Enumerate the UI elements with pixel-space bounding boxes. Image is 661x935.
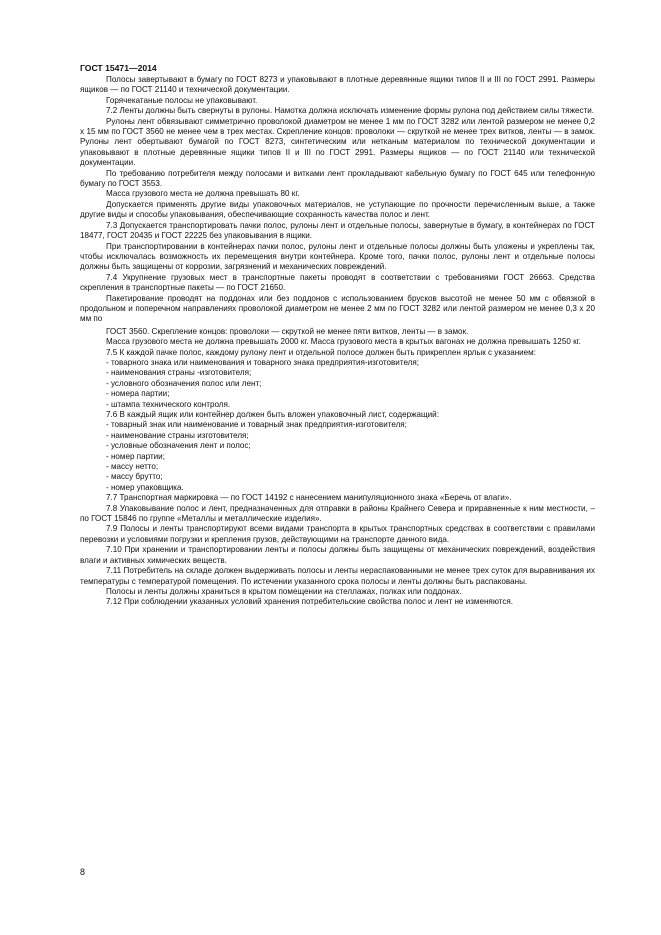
- document-header: ГОСТ 15471—2014: [80, 63, 157, 73]
- paragraph: 7.6 В каждый ящик или контейнер должен быть вложен упаковочный лист, содержащий:: [106, 410, 439, 419]
- paragraph: 7.2 Ленты должны быть свернуты в рулоны. Намотка должна исключать изменение формы рулона под действием силы тяжести.: [106, 106, 595, 116]
- list-item: - товарный знак или наименование и товарный знак предприятия-изготовителя;: [106, 420, 407, 430]
- list-item: - номер партии;: [106, 451, 165, 461]
- paragraph: 7.8 Упаковывание полос и лент, предназначенных для отправки в районы Крайнего Севера и приравненные к ним местности, – по ГОСТ 15846 по группе «Металлы и металлические изделия».: [80, 503, 595, 524]
- paragraph: Полосы и ленты должны храниться в крытом помещении на стеллажах, полках или поддонах.: [106, 586, 462, 596]
- paragraph: 7.12 При соблюдении указанных условий хранения потребительские свойства полос и лент не изменяются.: [106, 597, 514, 607]
- paragraph: Рулоны лент обвязывают симметрично проволокой диаметром не менее 1 мм по ГОСТ 3282 или лентой размером не менее 0,2 х 15 мм по ГОСТ 3560 не менее чем в трех местах. Скрепление концов: проволоки — скруткой не менее трех витков, ленты — в замок. Рулоны лент обертывают бумагой по ГОСТ 8273, синтетическим или нетканым материалом по технической документации и упаковывают в плотные деревянные ящики типов II и III по ГОСТ 2991. Размеры ящиков — по ГОСТ 21140 или технической документации.: [80, 116, 595, 168]
- paragraph: 7.11 Потребитель на складе должен выдерживать полосы и ленты нераспакованными не менее трех суток для выравнивания их температуры с температурой помещения. По истечении указанного срока полосы и ленты должны быть распакованы.: [80, 566, 595, 586]
- paragraph: Пакетирование проводят на поддонах или без поддонов с использованием брусков высотой не менее 50 мм с обвязкой в продольном и поперечном направлениях проволокой диаметром не менее 2 мм по ГОСТ 3282 или лентой размером не менее 0,3 х 20 мм по: [80, 293, 595, 324]
- paragraph: ГОСТ 3560. Скрепление концов: проволоки — скруткой не менее пяти витков, ленты — в замок.: [106, 326, 469, 336]
- document-body: [80, 75, 595, 608]
- paragraph: Масса грузового места не должна превышать 2000 кг. Масса грузового места в крытых вагонах не должна превышать 1250 кг.: [106, 337, 581, 347]
- list-item: - наименования страны -изготовителя;: [106, 368, 252, 378]
- paragraph: При транспортировании в контейнерах пачки полос, рулоны лент и отдельные полосы должны быть уложены и укреплены так, чтобы исключалась возможность их перемещения внутри контейнера. Кроме того, пачки полос, рулоны лент и отдельные полосы должны быть защищены от коррозии, загрязнений и механических повреждений.: [80, 241, 595, 272]
- paragraph: 7.5 К каждой пачке полос, каждому рулону лент и отдельной полосе должен быть прикреплен ярлык с указанием:: [106, 347, 536, 357]
- paragraph: По требованию потребителя между полосами и витками лент прокладывают кабельную бумагу по ГОСТ 645 или телефонную бумагу по ГОСТ 3553.: [80, 168, 595, 189]
- page-number: 8: [80, 867, 86, 877]
- list-item: - условного обозначения полос или лент;: [106, 378, 262, 388]
- paragraph: Масса грузового места не должна превышать 80 кг.: [106, 189, 300, 199]
- paragraph: Допускается применять другие виды упаковочных материалов, не уступающие по прочности перечисленным выше, а также другие виды и способы упаковывания, обеспечивающие сохранность качества полос и лент.: [80, 199, 595, 220]
- list-item: - штампа технического контроля.: [106, 399, 231, 409]
- list-item: - номер упаковщика.: [106, 482, 184, 492]
- paragraph: 7.7 Транспортная маркировка — по ГОСТ 14192 с нанесением манипуляционного знака «Беречь от влаги».: [106, 493, 512, 503]
- paragraph: Полосы завертывают в бумагу по ГОСТ 8273 и упаковывают в плотные деревянные ящики типов II и III по ГОСТ 2991. Размеры ящиков — по ГОСТ 21140 и технической документации.: [80, 75, 595, 95]
- paragraph: 7.3 Допускается транспортировать пачки полос, рулоны лент и отдельные полосы, завернутые в бумагу, в контейнерах по ГОСТ 18477, ГОСТ 20435 и ГОСТ 22225 без упаковывания в ящики.: [80, 220, 595, 241]
- list-item: - товарного знака или наименования и товарного знака предприятия-изготовителя;: [106, 357, 420, 367]
- paragraph: 7.10 При хранении и транспортировании ленты и полосы должны быть защищены от механических повреждений, воздействия влаги и активных химических веществ.: [80, 545, 595, 565]
- list-item: - массу брутто;: [106, 472, 163, 482]
- list-item: - массу нетто;: [106, 462, 159, 472]
- paragraph: 7.4 Укрупнение грузовых мест в транспортные пакеты проводят в соответствии с требованиями ГОСТ 26663. Средства скрепления в транспортные пакеты — по ГОСТ 21650.: [80, 272, 595, 293]
- list-item: - условные обозначения лент и полос;: [106, 441, 251, 451]
- list-item: - наименование страны изготовителя;: [106, 430, 249, 440]
- document-page: [80, 62, 595, 608]
- paragraph: Горячекатаные полосы не упаковывают.: [106, 95, 258, 105]
- paragraph: 7.9 Полосы и ленты транспортируют всеми видами транспорта в крытых транспортных средствах в соответствии с правилами перевозки и условиями погрузки и крепления грузов, действующими на транспорте данного вида.: [80, 524, 595, 544]
- list-item: - номера партии;: [106, 389, 170, 399]
